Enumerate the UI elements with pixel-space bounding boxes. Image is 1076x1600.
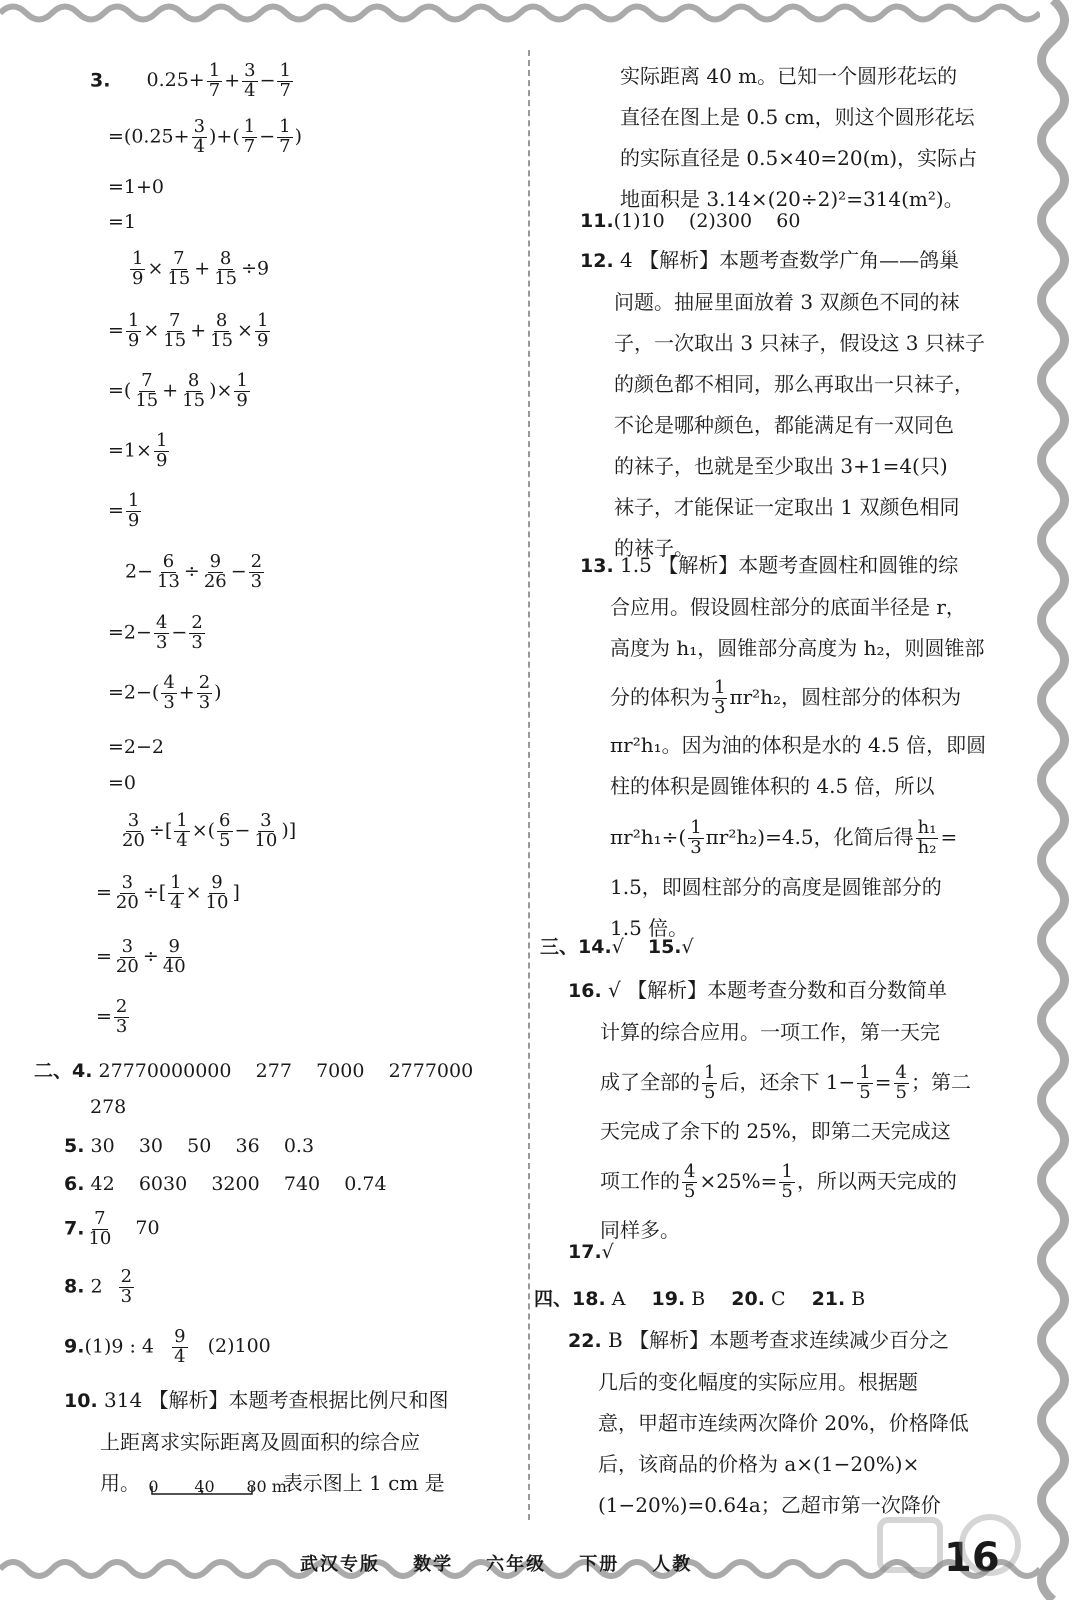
q3-expr2-step3: =1× $\frac{1}{9}$ bbox=[108, 430, 168, 471]
section-2-label: 二、 bbox=[34, 1060, 73, 1082]
q3-expr1: 3. 0.25+ $\frac{1}{7}$ + $\frac{3}{4}$ − $\frac{1}{7}$ bbox=[90, 60, 291, 101]
top-wave-border bbox=[0, 0, 1040, 26]
q11-answer: 11.(1)10 (2)300 60 bbox=[580, 210, 801, 232]
q3-expr4-step1: = $\frac{3}{20}$ ÷[ $\frac{1}{4}$ × $\frac{9}{10}$ ] bbox=[96, 872, 240, 913]
q3-expr4: $\frac{3}{20}$ ÷[ $\frac{1}{4}$ ×( $\frac{6}{5}$ − $\frac{3}{10}$ )] bbox=[122, 810, 297, 851]
q10-solution: 10. 314 【解析】本题考查根据比例尺和图 上距离求实际距离及圆面积的综合应 用。 0 40 80 m 表示图上 1 cm 是 bbox=[64, 1380, 524, 1504]
q3-number: 3. bbox=[90, 69, 111, 92]
q16-solution: 16. √ 【解析】本题考查分数和百分数简单 计算的综合应用。一项工作，第一天完 成了全部的 $\frac{1}{5}$ 后，还余下 1− $\frac{1}{5}$ = $\frac{4}{5}$ ；第二 天完成了余下的 25%，即第二天完成这 项工作的 $\frac{4}{5}$ ×25%= $\frac{1}{5}$ ，所以两天完成的 同样多。 bbox=[568, 978, 971, 1242]
q7-answer: 7. $\frac{7}{10}$ 70 bbox=[64, 1208, 160, 1249]
q5-answer: 5. 30 30 50 36 0.3 bbox=[64, 1135, 315, 1157]
q9-answer: 9.(1)9 : 4 $\frac{9}{4}$ (2)100 bbox=[64, 1326, 271, 1367]
q3-expr4-step2: = $\frac{3}{20}$ ÷ $\frac{9}{40}$ bbox=[96, 936, 186, 977]
q3-expr3-step3: =2−2 bbox=[108, 736, 165, 758]
footer-book-info: 武汉专版 数学 六年级 下册 人教 bbox=[300, 1554, 693, 1575]
q3-step2: =1+0 bbox=[108, 176, 165, 198]
page-number: 16 bbox=[944, 1535, 1000, 1581]
q3-expr2: $\frac{1}{9}$ × $\frac{7}{15}$ + $\frac{8}{15}$ ÷9 bbox=[132, 248, 270, 289]
q3-expr4-step3: = $\frac{2}{3}$ bbox=[96, 996, 128, 1037]
q3-expr3-step1: =2− $\frac{4}{3}$ − $\frac{2}{3}$ bbox=[108, 612, 203, 653]
q3-step1: =(0.25+ $\frac{3}{4}$ )+( $\frac{1}{7}$ − $\frac{1}{7}$ ) bbox=[108, 116, 303, 157]
q8-answer: 8. 2 $\frac{2}{3}$ bbox=[64, 1266, 133, 1307]
q12-solution: 12. 4 【解析】本题考查数学广角——鸽巢 问题。抽屉里面放着 3 双颜色不同的袜 子，一次取出 3 只袜子，假设这 3 只袜子 的颜色都不相同，那么再取出一只袜子， 不论是哪种颜色，都能满足有一双同色 的袜子，也就是至少取出 3+1=4(只) 袜子，才能保证一定取出 1 双颜色相同 的袜子。 bbox=[580, 248, 985, 560]
q13-solution: 13. 1.5 【解析】本题考查圆柱和圆锥的综 合应用。假设圆柱部分的底面半径是 r， 高度为 h₁，圆锥部分高度为 h₂，则圆锥部 分的体积为 $\frac{1}{3}$ πr²h₂，圆柱部分的体积为 πr²h₁。因为油的体积是水的 4.5 倍，即圆 柱的体积是圆锥体积的 4.5 倍，所以 πr²h₁÷( $\frac{1}{3}$ πr²h₂)=4.5，化简后得 $\frac{\text{h₁}}{\text{h₂}}$ = 1.5，即圆柱部分的高度是圆锥部分的 1.5 倍。 bbox=[580, 553, 987, 940]
scale-bar: 0 40 80 m bbox=[148, 1476, 287, 1496]
q22-solution: 22. B 【解析】本题考查求连续减少百分之 几后的变化幅度的实际应用。根据题 意，甲超市连续两次降价 20%，价格降低 后，该商品的价格为 a×(1−20%)× (1−20%)=0.64a；乙超市第一次降价 bbox=[568, 1328, 969, 1517]
q3-expr2-step1: = $\frac{1}{9}$ × $\frac{7}{15}$ + $\frac{8}{15}$ × $\frac{1}{9}$ bbox=[108, 310, 269, 351]
q6-answer: 6. 42 6030 3200 740 0.74 bbox=[64, 1173, 387, 1195]
q3-expr3: 2− $\frac{6}{13}$ ÷ $\frac{9}{26}$ − $\frac{2}{3}$ bbox=[125, 551, 263, 592]
q3-expr3-step2: =2−( $\frac{4}{3}$ + $\frac{2}{3}$ ) bbox=[108, 672, 222, 713]
q10-solution-cont: 实际距离 40 m。已知一个圆形花坛的 直径在图上是 0.5 cm，则这个圆形花坛 的实际直径是 0.5×40=20(m)，实际占 地面积是 3.14×(20÷2)²=314(m²)。 bbox=[620, 64, 978, 211]
q3-step3: =1 bbox=[108, 211, 137, 233]
q4-answer: 二、4. 27770000000 277 7000 2777000 bbox=[34, 1060, 474, 1082]
q3-expr3-step4: =0 bbox=[108, 772, 137, 794]
q3-expr2-step2: =( $\frac{7}{15}$ + $\frac{8}{15}$ )× $\frac{1}{9}$ bbox=[108, 370, 248, 411]
q3-expr2-step4: = $\frac{1}{9}$ bbox=[108, 490, 140, 531]
q17-answer: 17.√ bbox=[568, 1241, 614, 1263]
section-4-answers: 四、18. A 19. B 20. C 21. B bbox=[534, 1288, 866, 1310]
q4-answer-cont: 278 bbox=[90, 1096, 127, 1118]
section-3-answers: 三、14.√ 15.√ bbox=[540, 936, 694, 958]
watermark-logo bbox=[870, 1500, 1030, 1590]
column-divider bbox=[528, 50, 530, 1520]
right-wave-border bbox=[1030, 0, 1076, 1600]
